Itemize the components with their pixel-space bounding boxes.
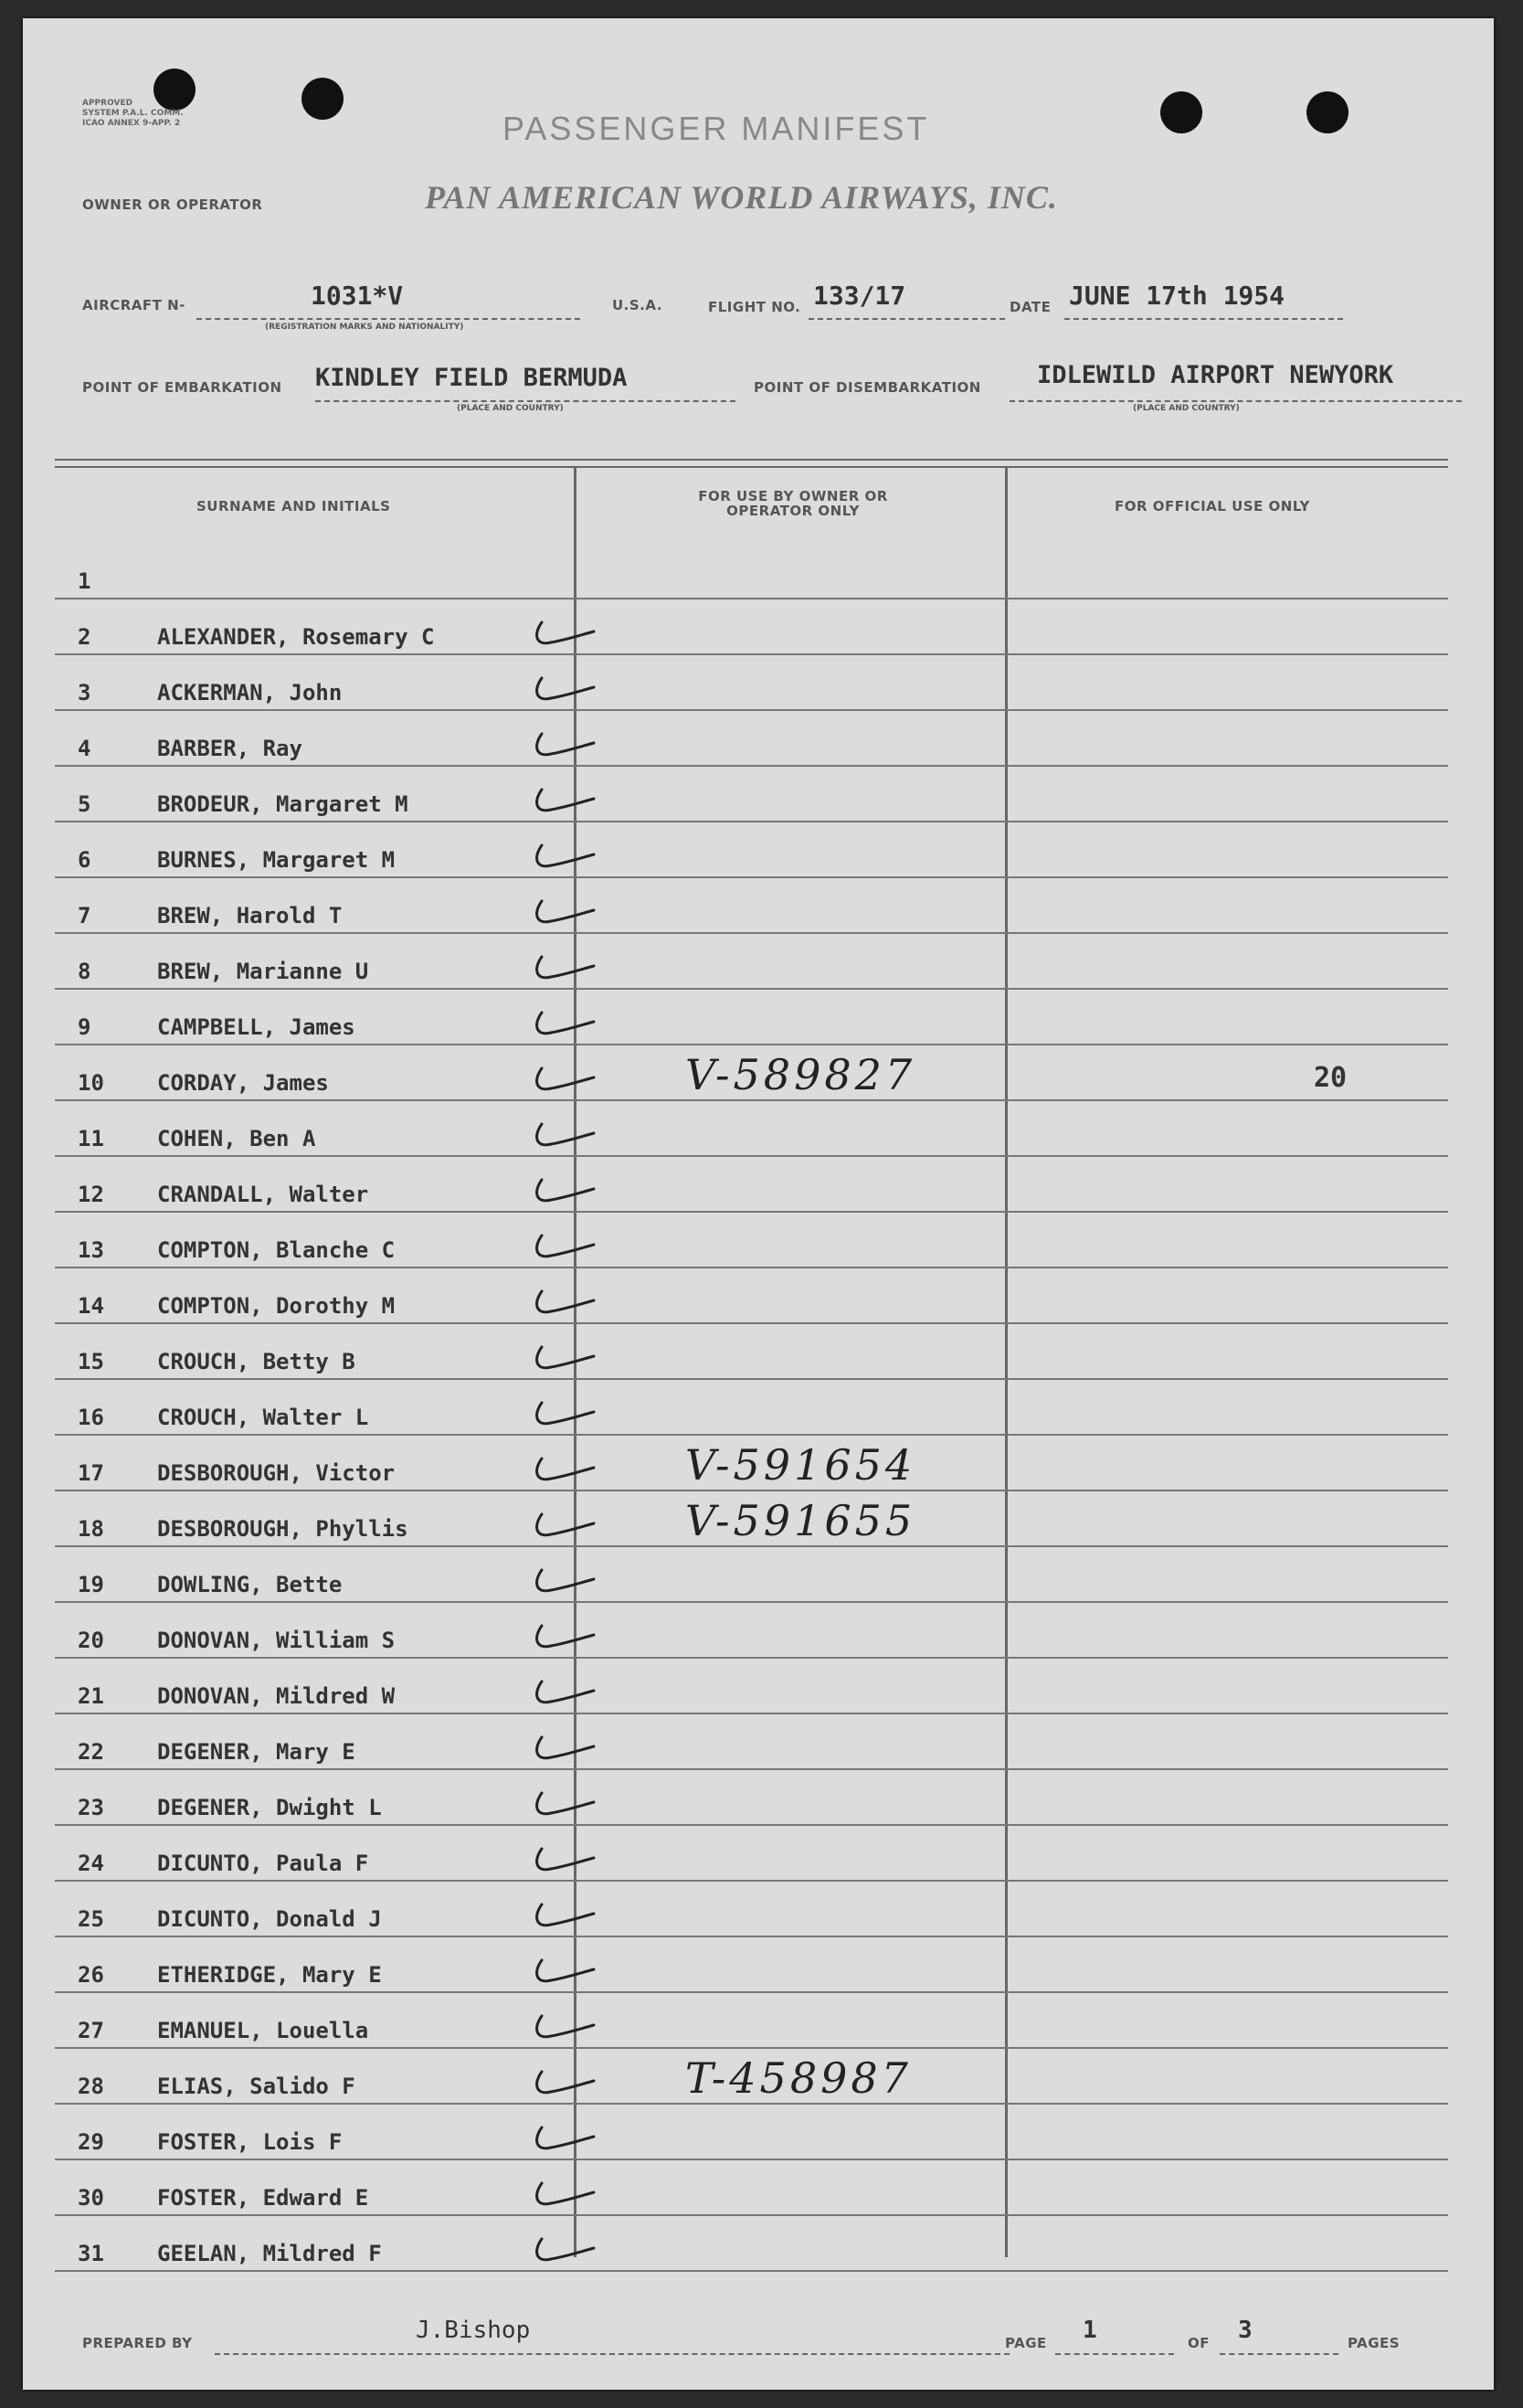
table-row: [55, 822, 1448, 878]
visa-number: T-458987: [685, 2053, 912, 2103]
prepared-line: [215, 2353, 1010, 2355]
table-row: [55, 1213, 1448, 1268]
passenger-name: COMPTON, Dorothy M: [157, 1293, 396, 1319]
header-owner-use: FOR USE BY OWNER OR OPERATOR ONLY: [698, 488, 888, 519]
table-row: [55, 1324, 1448, 1380]
aircraft-value: 1031*V: [311, 281, 404, 311]
row-number: 31: [78, 2241, 104, 2266]
visa-number: V-591655: [685, 1496, 916, 1545]
row-number: 21: [78, 1683, 104, 1709]
check-mark-icon: [525, 1618, 598, 1655]
check-mark-icon: [525, 1563, 598, 1599]
table-row: [55, 2049, 1448, 2105]
of-line: [1220, 2353, 1338, 2355]
row-number: 6: [78, 847, 91, 873]
check-mark-icon: [525, 2176, 598, 2212]
check-mark-icon: [525, 1228, 598, 1265]
row-number: 10: [78, 1070, 104, 1096]
passenger-name: DICUNTO, Paula F: [157, 1851, 369, 1876]
table-row: [55, 1101, 1448, 1157]
check-mark-icon: [525, 1172, 598, 1209]
check-mark-icon: [525, 1953, 598, 1989]
passenger-name: DEGENER, Dwight L: [157, 1795, 382, 1820]
flight-line: [809, 318, 1005, 320]
passenger-name: CRANDALL, Walter: [157, 1182, 369, 1207]
check-mark-icon: [525, 2120, 598, 2157]
disembark-line: [1010, 400, 1462, 402]
row-number: 17: [78, 1460, 104, 1486]
pages-label: PAGES: [1348, 2335, 1401, 2351]
row-number: 24: [78, 1851, 104, 1876]
passenger-name: DICUNTO, Donald J: [157, 1906, 382, 1932]
of-label: OF: [1188, 2335, 1210, 2351]
table-row: [55, 1436, 1448, 1491]
row-number: 14: [78, 1293, 104, 1319]
table-row: [55, 599, 1448, 655]
aircraft-label: AIRCRAFT N-: [82, 297, 185, 313]
passenger-name: ELIAS, Salido F: [157, 2074, 355, 2099]
table-row: [55, 1547, 1448, 1603]
row-number: 20: [78, 1628, 104, 1653]
check-mark-icon: [525, 1841, 598, 1878]
check-mark-icon: [525, 671, 598, 707]
table-row: [55, 1826, 1448, 1882]
row-number: 23: [78, 1795, 104, 1820]
embark-sublabel: (PLACE AND COUNTRY): [457, 404, 564, 413]
passenger-name: DEGENER, Mary E: [157, 1739, 355, 1765]
check-mark-icon: [525, 1730, 598, 1766]
passenger-name: COHEN, Ben A: [157, 1126, 316, 1151]
row-number: 7: [78, 903, 91, 928]
table-row: [55, 1157, 1448, 1213]
row-number: 12: [78, 1182, 104, 1207]
check-mark-icon: [525, 1786, 598, 1822]
table-top-rule: [55, 459, 1448, 461]
check-mark-icon: [525, 1897, 598, 1934]
punch-hole: [1160, 91, 1202, 133]
embark-label: POINT OF EMBARKATION: [82, 379, 282, 396]
table-row: [55, 655, 1448, 711]
passenger-name: CROUCH, Walter L: [157, 1405, 369, 1430]
passenger-name: BREW, Marianne U: [157, 959, 369, 984]
row-number: 27: [78, 2018, 104, 2043]
page-title: PASSENGER MANIFEST: [502, 110, 930, 147]
row-number: 9: [78, 1014, 91, 1040]
visa-number: V-589827: [685, 1050, 916, 1099]
table-row: [55, 1937, 1448, 1993]
prepared-label: PREPARED BY: [82, 2335, 193, 2351]
page-label: PAGE: [1005, 2335, 1047, 2351]
row-number: 19: [78, 1572, 104, 1597]
table-row: [55, 878, 1448, 934]
check-mark-icon: [525, 2064, 598, 2101]
date-value: JUNE 17th 1954: [1069, 281, 1285, 311]
passenger-name: DONOVAN, William S: [157, 1628, 396, 1653]
visa-number: V-591654: [685, 1440, 916, 1490]
row-number: 4: [78, 736, 91, 761]
passenger-name: CAMPBELL, James: [157, 1014, 355, 1040]
table-row: [55, 990, 1448, 1045]
table-row: [55, 1603, 1448, 1659]
row-number: 25: [78, 1906, 104, 1932]
header-official-use: FOR OFFICIAL USE ONLY: [1115, 498, 1310, 514]
check-mark-icon: [525, 1117, 598, 1153]
embark-line: [315, 400, 735, 402]
row-number: 18: [78, 1516, 104, 1542]
approval-line: SYSTEM P.A.L. COMM.: [82, 109, 184, 118]
disembark-sublabel: (PLACE AND COUNTRY): [1133, 404, 1240, 413]
row-number: 29: [78, 2129, 104, 2155]
row-number: 5: [78, 791, 91, 817]
aircraft-line: [196, 318, 580, 320]
check-mark-icon: [525, 2009, 598, 2045]
passenger-name: EMANUEL, Louella: [157, 2018, 369, 2043]
row-number: 26: [78, 1962, 104, 1988]
check-mark-icon: [525, 1395, 598, 1432]
check-mark-icon: [525, 949, 598, 986]
disembark-label: POINT OF DISEMBARKATION: [754, 379, 981, 396]
row-number: 3: [78, 680, 91, 705]
check-mark-icon: [525, 894, 598, 930]
table-row: [55, 1491, 1448, 1547]
passenger-name: BURNES, Margaret M: [157, 847, 396, 873]
official-note: 20: [1314, 1062, 1348, 1094]
table-row: [55, 1770, 1448, 1826]
punch-hole: [1306, 91, 1348, 133]
check-mark-icon: [525, 1451, 598, 1488]
table-row: [55, 2105, 1448, 2160]
owner-name: PAN AMERICAN WORLD AIRWAYS, INC.: [425, 179, 1058, 216]
row-number: 15: [78, 1349, 104, 1374]
passenger-name: CROUCH, Betty B: [157, 1349, 355, 1374]
table-row: [55, 1268, 1448, 1324]
row-number: 1: [78, 568, 91, 594]
check-mark-icon: [525, 2232, 598, 2268]
table-row: [55, 544, 1448, 599]
punch-hole: [301, 78, 344, 120]
passenger-name: FOSTER, Lois F: [157, 2129, 343, 2155]
prepared-by-value: J.Bishop: [416, 2317, 531, 2344]
check-mark-icon: [525, 838, 598, 875]
flight-label: FLIGHT NO.: [708, 299, 801, 315]
approval-line: ICAO ANNEX 9-APP. 2: [82, 119, 181, 128]
check-mark-icon: [525, 1674, 598, 1711]
flight-value: 133/17: [813, 281, 906, 311]
table-row: [55, 1714, 1448, 1770]
passenger-name: BARBER, Ray: [157, 736, 302, 761]
check-mark-icon: [525, 1284, 598, 1321]
row-number: 16: [78, 1405, 104, 1430]
passenger-name: ACKERMAN, John: [157, 680, 343, 705]
owner-label: OWNER OR OPERATOR: [82, 196, 263, 213]
check-mark-icon: [525, 782, 598, 819]
row-number: 28: [78, 2074, 104, 2099]
table-row: [55, 2216, 1448, 2272]
date-line: [1064, 318, 1343, 320]
table-top-rule: [55, 466, 1448, 468]
check-mark-icon: [525, 727, 598, 763]
table-row: [55, 1045, 1448, 1101]
table-row: [55, 767, 1448, 822]
check-mark-icon: [525, 1507, 598, 1543]
passenger-name: COMPTON, Blanche C: [157, 1237, 396, 1263]
table-row: [55, 711, 1448, 767]
usa-label: U.S.A.: [612, 297, 662, 313]
header-surname: SURNAME AND INITIALS: [196, 498, 391, 514]
row-number: 8: [78, 959, 91, 984]
passenger-name: GEELAN, Mildred F: [157, 2241, 382, 2266]
page-number: 1: [1083, 2317, 1097, 2344]
passenger-name: DESBOROUGH, Victor: [157, 1460, 396, 1486]
table-row: [55, 1993, 1448, 2049]
embark-value: KINDLEY FIELD BERMUDA: [315, 364, 628, 392]
pages-total: 3: [1238, 2317, 1253, 2344]
check-mark-icon: [525, 1061, 598, 1098]
table-row: [55, 1380, 1448, 1436]
approval-stamp: [82, 99, 184, 129]
table-row: [55, 1882, 1448, 1937]
passenger-name: ETHERIDGE, Mary E: [157, 1962, 382, 1988]
aircraft-sublabel: (REGISTRATION MARKS AND NATIONALITY): [265, 323, 464, 332]
row-number: 13: [78, 1237, 104, 1263]
row-number: 11: [78, 1126, 104, 1151]
page-line: [1055, 2353, 1174, 2355]
date-label: DATE: [1010, 299, 1052, 315]
passenger-name: BRODEUR, Margaret M: [157, 791, 408, 817]
row-number: 30: [78, 2185, 104, 2211]
passenger-name: ALEXANDER, Rosemary C: [157, 624, 435, 650]
row-rule: [55, 2270, 1448, 2272]
passenger-name: CORDAY, James: [157, 1070, 329, 1096]
passenger-name: DONOVAN, Mildred W: [157, 1683, 396, 1709]
approval-line: APPROVED: [82, 99, 133, 108]
table-row: [55, 934, 1448, 990]
row-number: 2: [78, 624, 91, 650]
passenger-name: BREW, Harold T: [157, 903, 343, 928]
manifest-sheet: [23, 18, 1494, 2390]
passenger-name: DESBOROUGH, Phyllis: [157, 1516, 408, 1542]
row-number: 22: [78, 1739, 104, 1765]
check-mark-icon: [525, 1005, 598, 1042]
table-row: [55, 2160, 1448, 2216]
passenger-name: FOSTER, Edward E: [157, 2185, 369, 2211]
passenger-name: DOWLING, Bette: [157, 1572, 343, 1597]
check-mark-icon: [525, 615, 598, 652]
check-mark-icon: [525, 1340, 598, 1376]
disembark-value: IDLEWILD AIRPORT NEWYORK: [1037, 361, 1394, 389]
table-row: [55, 1659, 1448, 1714]
